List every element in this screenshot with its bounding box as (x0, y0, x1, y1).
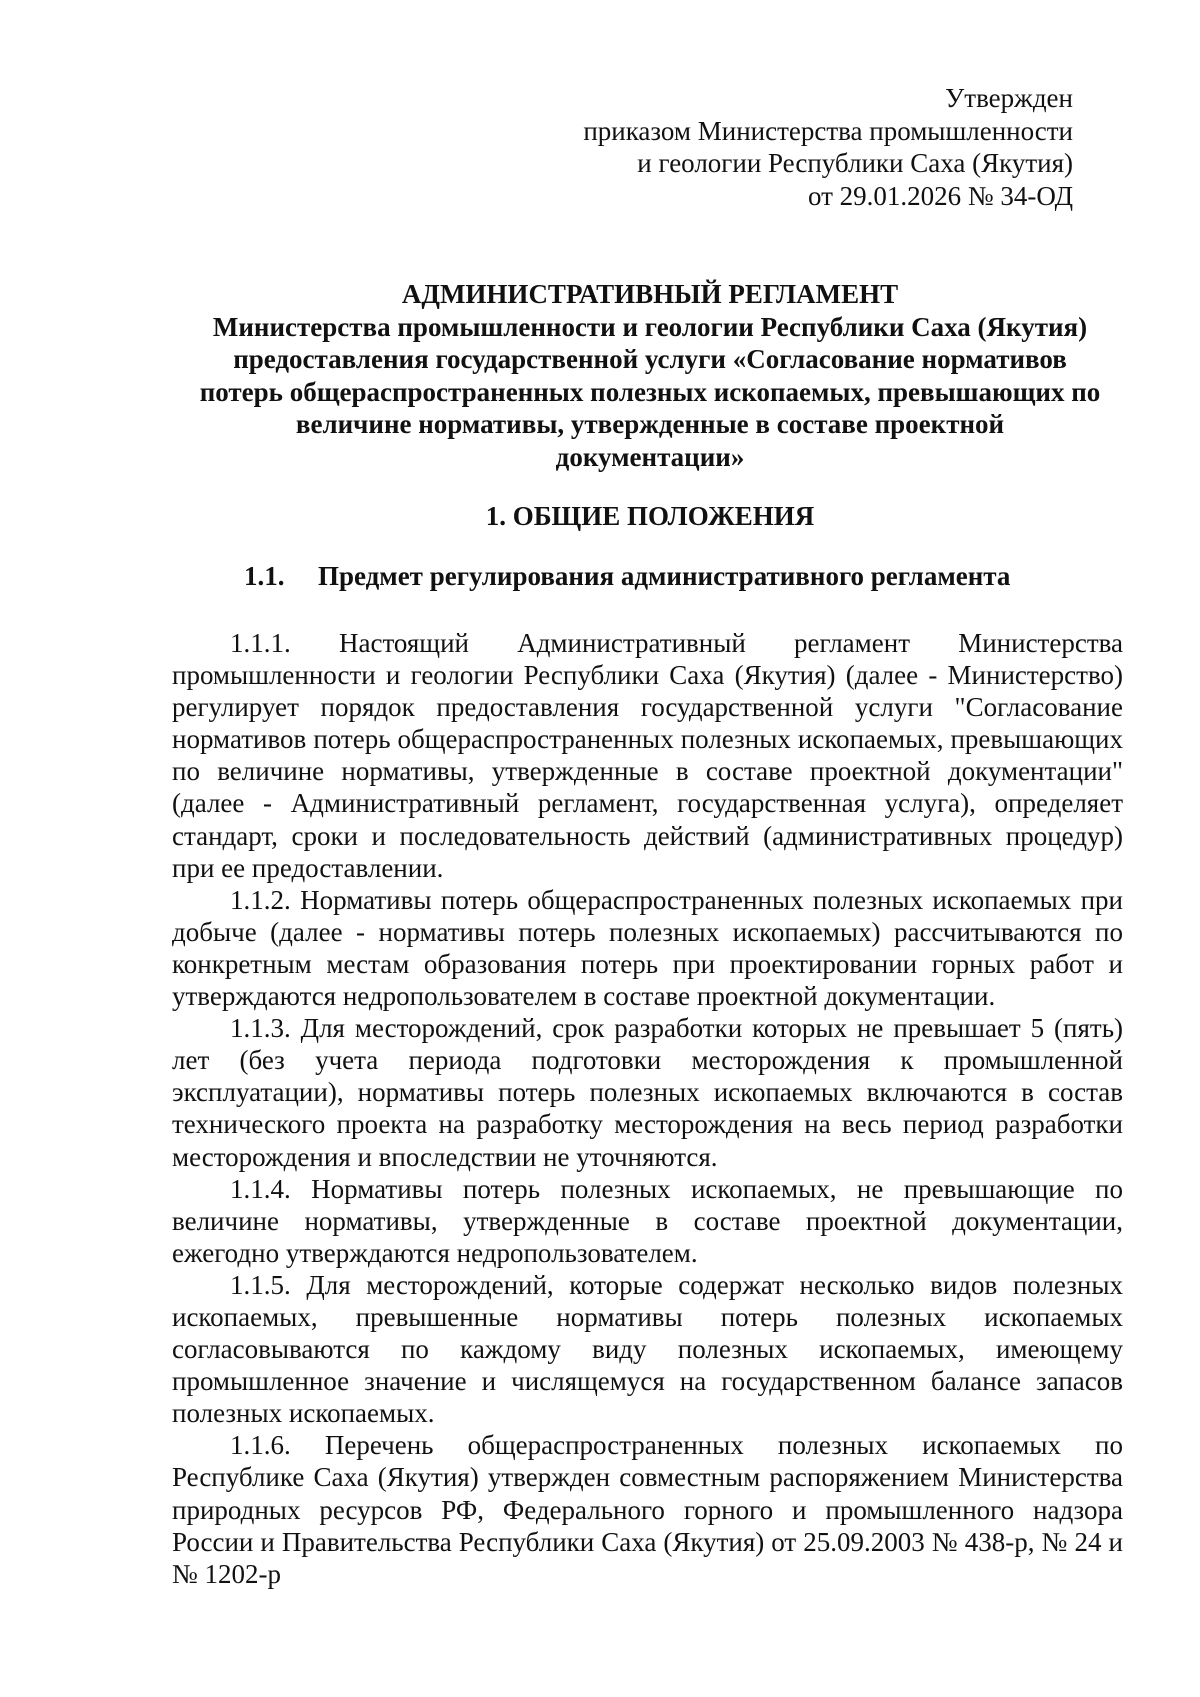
title-line: документации» (555, 441, 745, 472)
paragraph-1-1-1: 1.1.1. Настоящий Административный регламент Министерства промышленности и геологии Республики Саха (Якутия) (далее - Министерство) регулирует порядок предоставления государственной услуги "Согласование нормативов потерь общераспространенных полезных ископаемых, превышающих по величине нормативы, утвержденные в составе проектной документации" (далее - Административный регламент, государственная услуга), определяет стандарт, сроки и последовательность действий (административных процедур) при ее предоставлении. (172, 628, 1123, 883)
approval-line: и геологии Республики Саха (Якутия) (637, 148, 1073, 178)
title-line: предоставления государственной услуги «Согласование нормативов (233, 344, 1067, 374)
approval-line: приказом Министерства промышленности (583, 115, 1073, 146)
approval-line: Утвержден (945, 83, 1073, 113)
document-title (170, 278, 1130, 473)
subsection-number: 1.1. (244, 561, 285, 591)
paragraph-1-1-2: 1.1.2. Нормативы потерь общераспространенных полезных ископаемых при добыче (далее - нормативы потерь полезных ископаемых) рассчитываются по конкретным местам образования потерь при проектировании горных работ и утверждаются недропользователем в составе проектной документации. (172, 884, 1123, 1012)
paragraph-1-1-5: 1.1.5. Для месторождений, которые содержат несколько видов полезных ископаемых, превышенные нормативы потерь полезных ископаемых согласовываются по каждому виду полезных ископаемых, имеющему промышленное значение и числящемуся на государственном балансе запасов полезных ископаемых. (172, 1269, 1123, 1429)
paragraph-1-1-4: 1.1.4. Нормативы потерь полезных ископаемых, не превышающие по величине нормативы, утвержденные в составе проектной документации, ежегодно утверждаются недропользователем. (172, 1173, 1123, 1268)
subsection-title-text: Предмет регулирования административного регламента (318, 561, 1011, 591)
title-line: величине нормативы, утвержденные в составе проектной (295, 409, 1005, 439)
paragraph-1-1-3: 1.1.3. Для месторождений, срок разработки которых не превышает 5 (пять) лет (без учета периода подготовки месторождения к промышленной эксплуатации), нормативы потерь полезных ископаемых включаются в состав технического проекта на разработку месторождения на весь период разработки месторождения и впоследствии не уточняются. (172, 1013, 1123, 1172)
approval-stamp-block (453, 82, 1073, 212)
section-heading: 1. ОБЩИЕ ПОЛОЖЕНИЯ (485, 501, 815, 531)
title-line: Министерства промышленности и геологии Республики Саха (Якутия) (212, 311, 1088, 342)
title-line: потерь общераспространенных полезных ископаемых, превышающих по (199, 376, 1101, 407)
paragraph-1-1-6: 1.1.6. Перечень общераспространенных полезных ископаемых по Республике Саха (Якутия) утвержден совместным распоряжением Министерства природных ресурсов РФ, Федерального горного и промышленного надзора России и Правительства Республики Саха (Якутия) от 25.09.2003 № 438-р, № 24 и № 1202-р (172, 1430, 1123, 1589)
subsection-heading (244, 560, 1124, 592)
approval-date-number: от 29.01.2026 № 34-ОД (807, 180, 1073, 211)
document-body (172, 627, 1123, 1590)
title-line: АДМИНИСТРАТИВНЫЙ РЕГЛАМЕНТ (401, 279, 899, 309)
